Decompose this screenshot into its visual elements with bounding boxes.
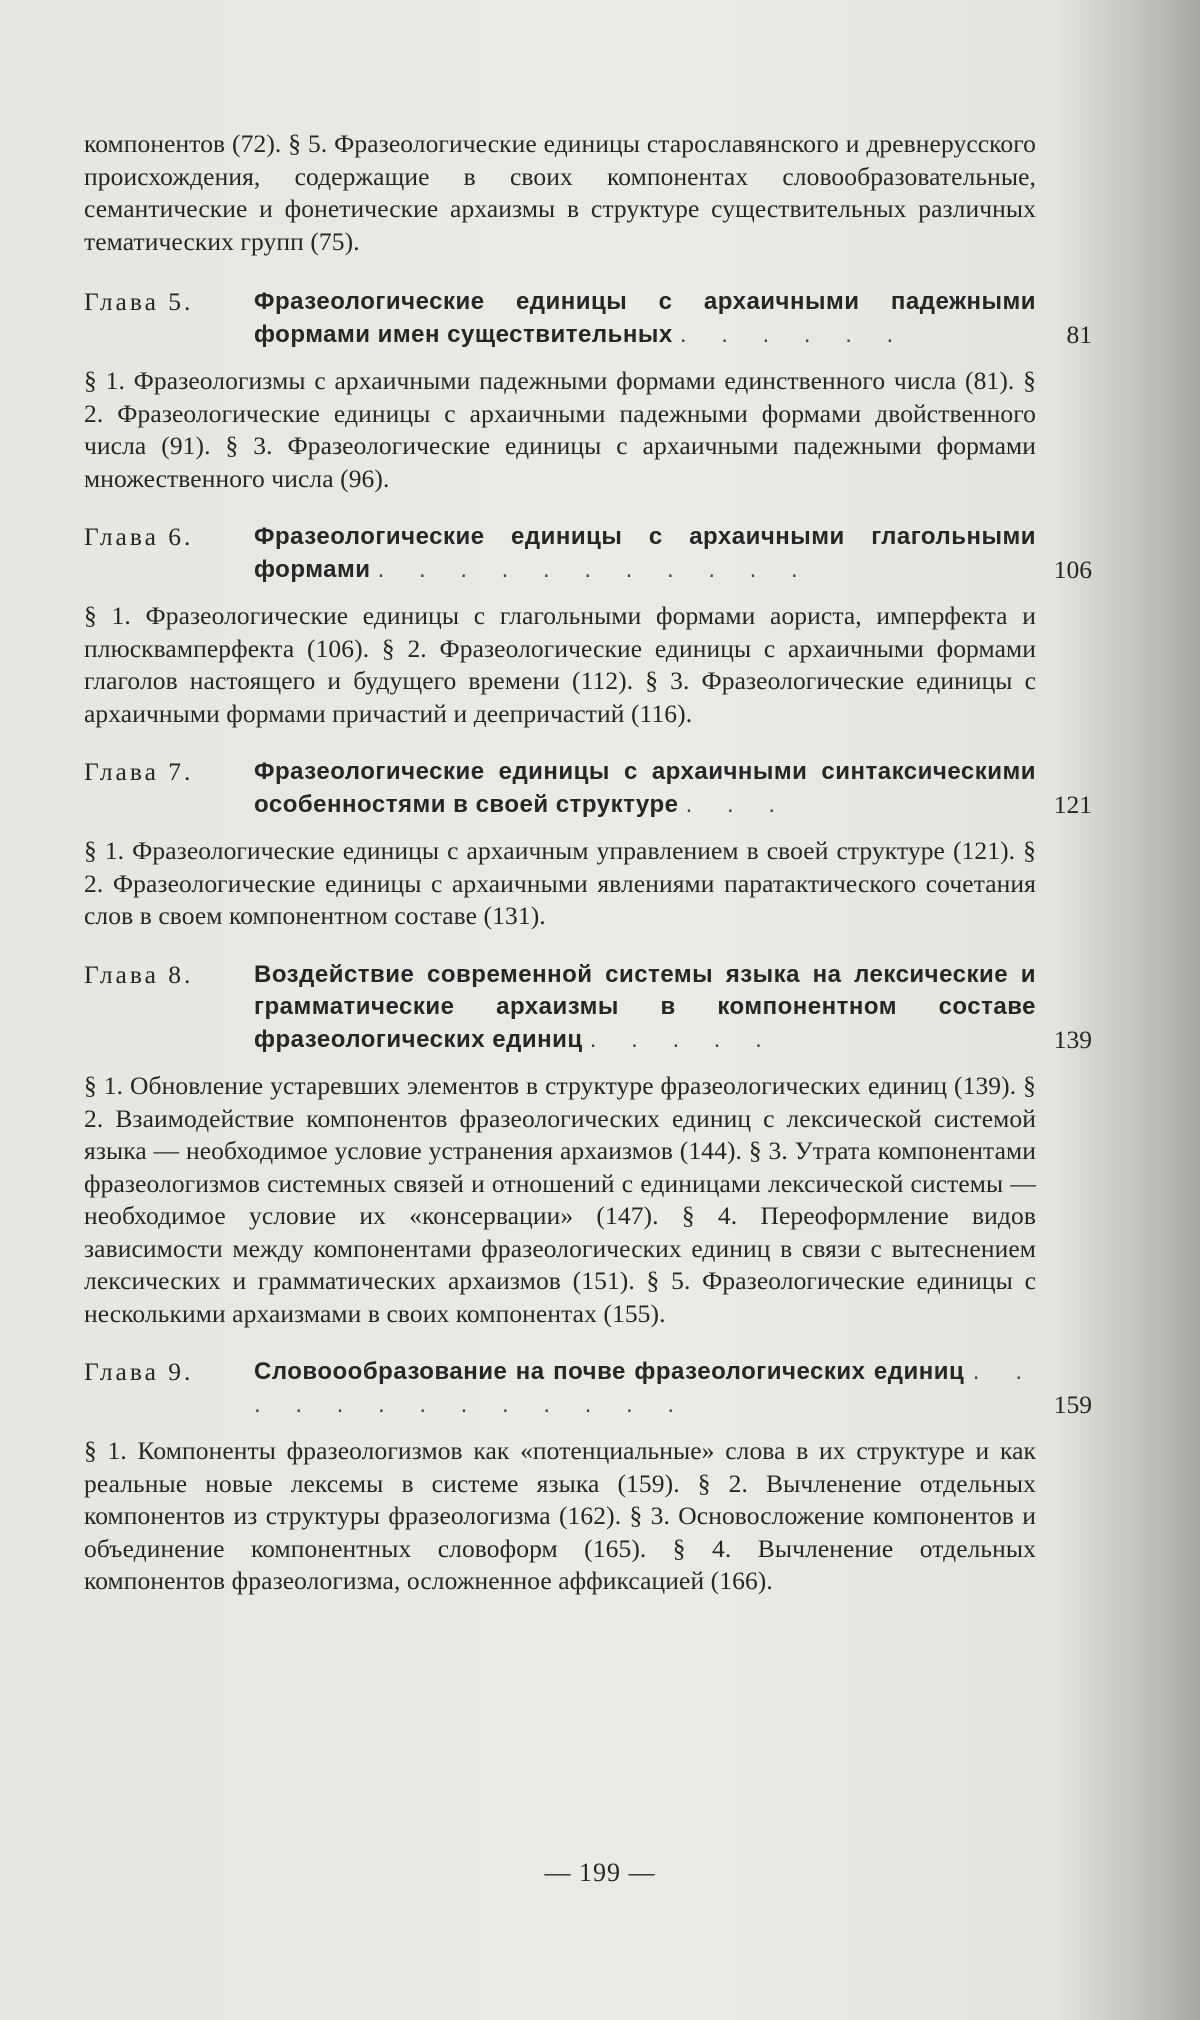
chapter-summary: § 1. Обновление устаревших элементов в структуре фразеологических единиц (139). § 2. Взаимодействие компонентов фразеологических единиц с лексической системой языка — необходимое условие устранения архаизмов (144). § 3. Утрата компонентами фразеологизмов системных связей и отношений с единицами лексической системы — необходимое условие их «консервации» (147). § 4. Переоформление видов зависимости между компонентами фразеологических единиц в связи с вытеснением лексических и грамматических архаизмов (151). § 5. Фразеологические единицы с несколькими архаизмами в своих компонентах (155).	[84, 1071, 1036, 1328]
chapter-title: Фразеологические единицы с архаичными синтаксическими особенностями в своей структуре	[254, 758, 1036, 818]
chapter-summary: § 1. Компоненты фразеологизмов как «потенциальные» слова в их структуре и как реальные новые лексемы в системе языка (159). § 2. Вычленение отдельных компонентов из структуры фразеологизма (162). § 3. Основосложение компонентов и объединение компонентных словоформ (165). § 4. Вычленение отдельных компонентов фразеологизма, осложненное аффиксацией (166).	[84, 1436, 1036, 1595]
chapter-7	[84, 756, 1092, 821]
chapter-label: Глава 9.	[84, 1357, 194, 1386]
folio-text: — 199 —	[544, 1858, 656, 1887]
leader-dots: . . . . .	[589, 1025, 776, 1053]
leader-dots: . . . . . .	[679, 320, 908, 348]
chapter-page-number: 81	[1066, 319, 1092, 349]
chapter-summary: § 1. Фразеологические единицы с глагольными формами аориста, имперфекта и плюсквамперфекта (106). § 2. Фразеологические единицы с архаичными формами глаголов настоящего и будущего времени (112). § 3. Фразеологические единицы с архаичными формами причастий и деепричастий (116).	[84, 601, 1036, 728]
leader-dots: . . . . . . . . . . . . .	[254, 1358, 1036, 1418]
chapter-6	[84, 521, 1092, 586]
chapter-page-number: 121	[1053, 789, 1092, 819]
chapter-8	[84, 959, 1092, 1057]
intro-paragraph: компонентов (72). § 5. Фразеологические единицы старославянского и древнерусского происхождения, содержащие в своих компонентах словообразовательные, семантические и фонетические архаизмы в структуре существительных различных тематических групп (75).	[84, 129, 1036, 256]
chapter-9	[84, 1356, 1092, 1421]
chapter-summary: § 1. Фразеологические единицы с архаичным управлением в своей структуре (121). § 2. Фразеологические единицы с архаичными явлениями паратактического сочетания слов в своем компонентном составе (131).	[84, 836, 1036, 930]
chapter-page-number: 159	[1053, 1389, 1092, 1419]
contents-column	[84, 128, 1092, 1598]
chapter-title: Воздействие современной системы языка на лексические и грамматические архаизмы в компонентном составе фразеологических единиц	[254, 960, 1036, 1053]
chapter-5	[84, 286, 1092, 351]
chapter-summary: § 1. Фразеологизмы с архаичными падежными формами единственного числа (81). § 2. Фразеологические единицы с архаичными падежными формами двойственного числа (91). § 3. Фразеологические единицы с архаичными падежными формами множественного числа (96).	[84, 366, 1036, 493]
chapter-page-number: 106	[1053, 554, 1092, 584]
page-number	[0, 1858, 1200, 1888]
chapter-page-number: 139	[1053, 1024, 1092, 1054]
chapter-title: Фразеологические единицы с архаичными глагольными формами	[254, 523, 1036, 583]
chapter-label: Глава 5.	[84, 287, 194, 316]
chapter-label: Глава 8.	[84, 959, 194, 989]
chapter-label: Глава 7.	[84, 757, 194, 786]
chapter-title: Фразеологические единицы с архаичными падежными формами имен существительных	[254, 288, 1036, 348]
chapter-label: Глава 6.	[84, 522, 194, 551]
leader-dots: . . . . . . . . . . .	[377, 555, 812, 583]
chapter-title: Словоообразование на почве фразеологических единиц	[254, 1358, 965, 1385]
leader-dots: . . .	[685, 790, 789, 818]
